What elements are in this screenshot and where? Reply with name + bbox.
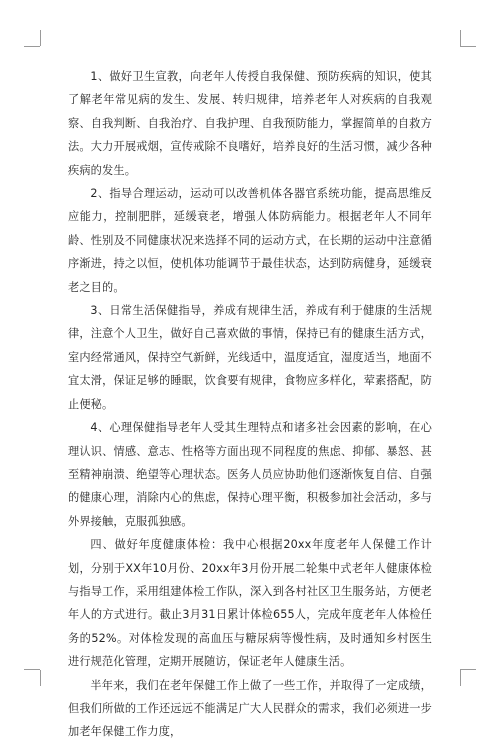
paragraph-half-year-summary: 半年来，我们在老年保健工作上做了一些工作，并取得了一定成绩，但我们所做的工作还远远不能满足广大人民群众的需求，我们必须进一步加老年保健工作力度， <box>68 678 432 739</box>
crop-mark-top-right-v <box>460 30 461 46</box>
paragraph-psychological-care: 4、心理保健指导老年人受其生理特点和诸多社会因素的影响，在心理认识、情感、意志、性格等方面出现不同程度的焦虑、抑郁、暴怒、甚至精神崩溃、绝望等心理状态。医务人员应协助他们逐渐恢复自信、自强的健康心理，消除内心的焦虑，保持心理平衡，积极参加社会活动，多与外界接触，克服孤独感。 <box>68 421 432 528</box>
paragraph-exercise-guidance: 2、指导合理运动，运动可以改善机体各器官系统功能，提高思维反应能力，控制肥胖，延缓衰老，增强人体防病能力。根据老年人不同年龄、性别及不同健康状况来选择不同的运动方式，在长期的运动中注意循序渐进，持之以恒，使机体功能调节于最佳状态，达到防病健身，延缓衰老之目的。 <box>68 187 432 294</box>
crop-mark-top-left-v <box>40 30 41 46</box>
crop-mark-top-right-h <box>460 46 476 47</box>
crop-mark-bottom-right-v <box>460 670 461 686</box>
paragraph-health-education: 1、做好卫生宣教，向老年人传授自我保健、预防疾病的知识，使其了解老年常见病的发生、发展、转归规律，培养老年人对疾病的自我观察、自我判断、自我治疗、自我护理、自我预防能力，掌握简单的自救方法。大力开展戒烟，宣传戒除不良嗜好，培养良好的生活习惯，减少各种疾病的发生。 <box>68 70 432 177</box>
crop-mark-top-left-h <box>24 46 40 47</box>
crop-mark-bottom-left-v <box>40 670 41 686</box>
paragraph-daily-life-guidance: 3、日常生活保健指导，养成有规律生活，养成有利于健康的生活规律，注意个人卫生，做好自己喜欢做的事情，保持已有的健康生活方式，室内经常通风，保持空气新鲜，光线适中，温度适宜，湿度适当，地面不宜太滑，保证足够的睡眠，饮食要有规律，食物应多样化，荤素搭配，防止便秘。 <box>68 304 432 411</box>
paragraph-annual-checkup: 四、做好年度健康体检：我中心根据20xx年度老年人保健工作计划，分别于XX年10月份、20xx年3月份开展二轮集中式老年人健康体检与指导工作，采用组建体检工作队，深入到各村社区卫生服务站，方便老年人的方式进行。截止3月31日累计体检655人，完成年度老年人体检任务的52%。对体检发现的高血压与糖尿病等慢性病，及时通知乡村医生进行规范化管理，定期开展随访，保证老年人健康生活。 <box>68 538 432 669</box>
crop-mark-bottom-left-h <box>24 669 40 670</box>
document-body <box>68 65 432 744</box>
crop-mark-bottom-right-h <box>460 669 476 670</box>
